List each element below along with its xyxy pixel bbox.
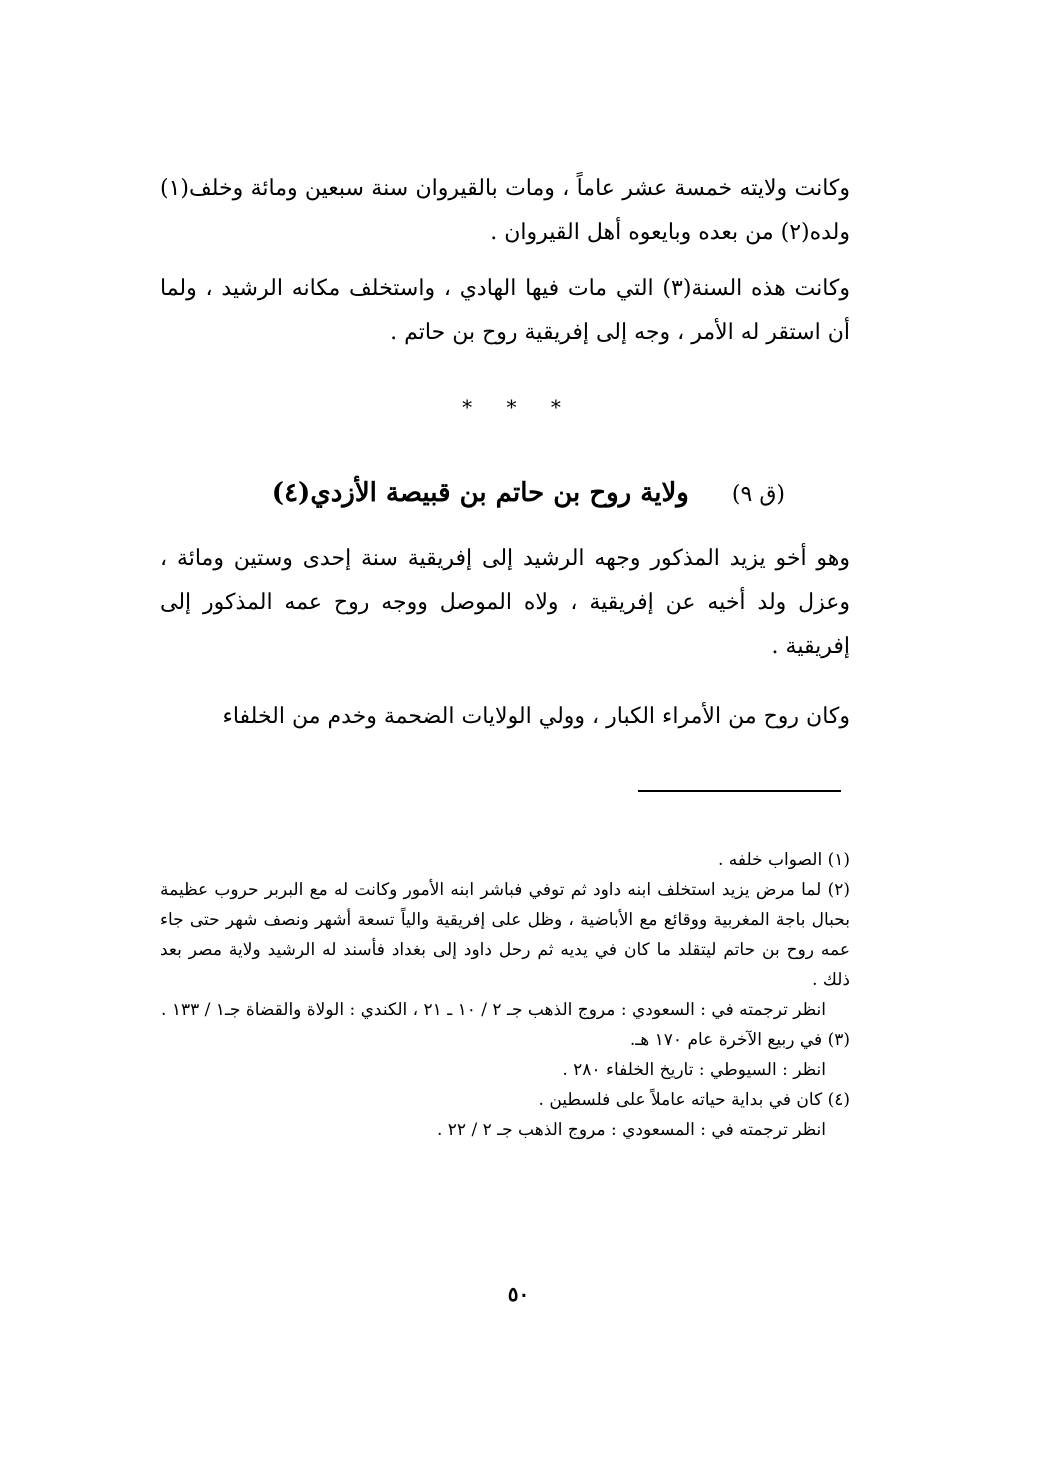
- footnote-1: (١) الصواب خلفه .: [717, 850, 850, 870]
- footnote-rule: [638, 790, 841, 792]
- footnote-4: (٤) كان في بداية حياته عاملاً على فلسطين .: [538, 1090, 850, 1110]
- footnotes: [160, 845, 850, 1145]
- section-heading: [272, 478, 785, 508]
- heading-title: ولاية روح بن حاتم بن قبيصة الأزدي(٤): [271, 478, 689, 508]
- paragraph-1: وكانت ولايته خمسة عشر عاماً ، ومات بالقيروان سنة سبعين ومائة وخلف(١) ولده(٢) من بعده وبايعوه أهل القيروان .: [160, 176, 850, 245]
- footnote-3-reference: انظر : السيوطي : تاريخ الخلفاء ٢٨٠ .: [562, 1060, 826, 1080]
- section-separator: * * *: [462, 395, 575, 419]
- footnote-2: (٢) لما مرض يزيد استخلف ابنه داود ثم توفي فباشر ابنه الأمور وكانت له مع البربر حروب عظيمة بحبال باجة المغربية ووقائع مع الأباضية ، وظل على إفريقية والياً تسعة أشهر ونصف شهر حتى جاء عمه روح بن حاتم ليتقلد ما كان في يديه ثم رحل داود إلى بغداد فأسند له الرشيد ولاية مصر بعد ذلك .: [160, 880, 850, 990]
- footnote-3: (٣) في ربيع الآخرة عام ١٧٠ هـ.: [629, 1030, 850, 1050]
- page-number: ٥٠: [507, 1282, 530, 1306]
- heading-number: (ق ٩): [731, 482, 785, 507]
- footnote-4-reference: انظر ترجمته في : المسعودي : مروج الذهب جـ ٢ / ٢٢ .: [436, 1120, 826, 1140]
- paragraph-4: وكان روح من الأمراء الكبار ، وولي الولايات الضحمة وخدم من الخلفاء: [222, 704, 850, 729]
- paragraph-2: وكانت هذه السنة(٣) التي مات فيها الهادي ، واستخلف مكانه الرشيد ، ولما أن استقر له الأمر ، وجه إلى إفريقية روح بن حاتم .: [160, 276, 850, 345]
- footnote-2-reference: انظر ترجمته في : السعودي : مروج الذهب جـ ٢ / ١٠ ـ ٢١ ، الكندي : الولاة والقضاة جـ١ / ١٣٣ .: [161, 1000, 826, 1020]
- paragraph-3: وهو أخو يزيد المذكور وجهه الرشيد إلى إفريقية سنة إحدى وستين ومائة ، وعزل ولد أخيه عن إفريقية ، ولاه الموصل ووجه روح عمه المذكور إلى إفريقية .: [160, 546, 850, 659]
